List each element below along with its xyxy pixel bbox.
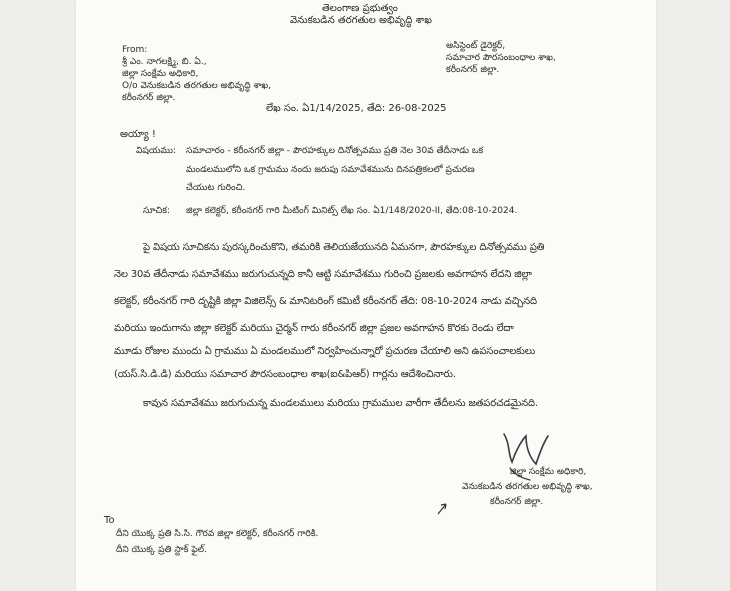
body-line-3: కలెక్టర్, కరీంనగర్ గారి దృష్టికి జిల్లా విజిలెన్స్ & మానిటరింగ్ కమిటీ కరీంనగర్ తేది: 08-10-2024 నాడు వచ్చినది bbox=[114, 296, 537, 307]
body-line-6: (యస్.సి.డి.డి) మరియు సమాచార పౌరసంబంధాల శాఖ(ఐ&పిఆర్) గార్లను ఆదేశించినారు. bbox=[114, 369, 456, 380]
from-designation: జిల్లా సంక్షేమ అధికారి, bbox=[122, 69, 199, 79]
header-department: వెనుకబడిన తరగతుల అభివృద్ధి శాఖ bbox=[290, 15, 432, 26]
reference-label: సూచిక: bbox=[143, 206, 170, 216]
signature-designation: జిల్లా సంక్షేమ అధికారి, bbox=[510, 467, 587, 477]
from-district: కరీంనగర్ జిల్లా. bbox=[122, 93, 176, 103]
to-designation: అసిస్టెంట్ డైరెక్టర్, bbox=[446, 41, 506, 51]
from-office: O/o వెనుకబడిన తరగతుల అభివృద్ధి శాఖ, bbox=[122, 81, 272, 91]
signature-department: వెనుకబడిన తరగతుల అభివృద్ధి శాఖ, bbox=[462, 482, 593, 492]
signature-arrow bbox=[436, 500, 450, 516]
from-name: శ్రీ ఎం. నాగలక్ష్మి, బి. ఏ., bbox=[122, 57, 207, 67]
header-government: తెలంగాణ ప్రభుత్వం bbox=[322, 3, 398, 14]
reference-text: జిల్లా కలెక్టర్, కరీంనగర్ గారి మీటింగ్ మినిట్స్ లేఖ సం. ఏ1/148/2020-II, తేది:08-10-2024. bbox=[186, 206, 518, 216]
body-paragraph-2: కావున సమావేశము జరుగుచున్న మండలములు మరియు గ్రామముల వారీగా తేదీలను జతపరచడమైనది. bbox=[143, 398, 538, 409]
body-line-4: మరియు ఇందుగాను జిల్లా కలెక్టర్ మరియు చైర్మన్ గారు కరీంనగర్ జిల్లా ప్రజల అవగాహన కొరకు రెండు లేదా bbox=[114, 323, 514, 334]
body-line-2: నెల 30వ తేదీనాడు సమావేశము జరుగుచున్నది కానీ ఆట్టి సమావేశము గురించి ప్రజలకు అవగాహన లేదని జిల్లా bbox=[114, 269, 532, 280]
body-line-5: మూడు రోజుల ముందు ఏ గ్రామము ఏ మండలములో నిర్వహించున్నారో ప్రచురణ చేయాలి అని ఉపసంచాలకులు bbox=[114, 346, 536, 357]
subject-label: విషయము: bbox=[136, 146, 177, 156]
signature-mark bbox=[496, 428, 556, 488]
subject-line-3: చేయుట గురించి. bbox=[186, 183, 246, 193]
to-department: సమాచార పౌరసంబంధాల శాఖ, bbox=[446, 53, 556, 63]
signature-district: కరీంనగర్ జిల్లా. bbox=[490, 497, 544, 507]
salutation: అయ్యా ! bbox=[120, 129, 156, 140]
copy-to-stock-file: దీని యొక్క ప్రతి స్టాక్ ఫైల్. bbox=[116, 545, 207, 555]
letter-reference: లేఖ సం. ఏ1/14/2025, తేది: 26-08-2025 bbox=[266, 103, 447, 114]
body-line-1: పై విషయ సూచికను పురస్కరించుకొని, తమరికి తెలియజేయునది ఏమనగా, పౌరహక్కుల దినోత్సవము ప్రతి bbox=[143, 242, 545, 253]
copy-to-collector: దీని యొక్క ప్రతి సి.సి. గౌరవ జిల్లా కలెక్టర్, కరీంనగర్ గారికి. bbox=[116, 529, 319, 539]
to-district: కరీంనగర్ జిల్లా. bbox=[446, 65, 500, 75]
copy-to-label: To bbox=[104, 515, 115, 526]
subject-line-2: మండలములోని ఒక గ్రామము నందు జరుపు సమావేశమును దినపత్రికలలో ప్రచురణ bbox=[186, 165, 475, 175]
subject-line-1: సమాచారం - కరీంనగర్ జిల్లా - పౌరహక్కుల దినోత్సవము ప్రతి నెల 30వ తేదీనాడు ఒక bbox=[186, 146, 484, 156]
from-label: From: bbox=[122, 45, 148, 55]
